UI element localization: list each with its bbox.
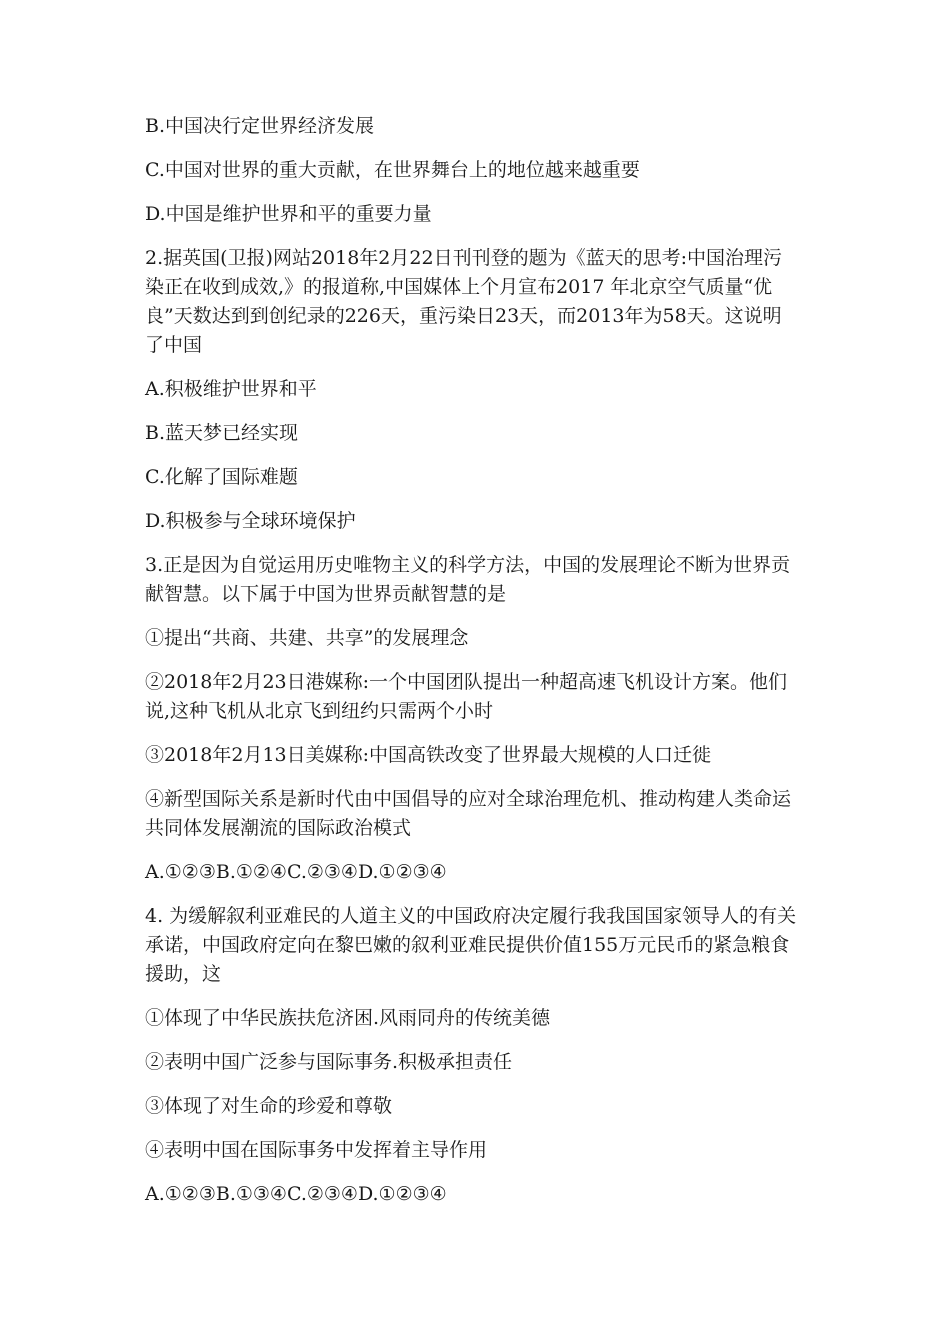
q2-option-c: C.化解了国际难题	[145, 466, 298, 488]
q4-statement-1: ①体现了中华民族扶危济困.风雨同舟的传统美德	[145, 1007, 551, 1029]
q3-stem-line: 3.正是因为自觉运用历史唯物主义的科学方法，中国的发展理论不断为世界贡	[145, 554, 791, 576]
q2-stem-line: 良”天数达到到创纪录的226天，重污染日23天，而2013年为58天。这说明	[145, 305, 782, 327]
q2-stem-line: 2.据英国(卫报)网站2018年2月22日刊刊登的题为《蓝天的思考:中国治理污	[145, 247, 782, 269]
q3-statement-4-line: 共同体发展潮流的国际政治模式	[145, 817, 412, 839]
q3-statement-2-line: 说,这种飞机从北京飞到纽约只需两个小时	[145, 700, 494, 722]
q3-statement-1: ①提出“共商、共建、共享”的发展理念	[145, 627, 469, 649]
q4-statement-2: ②表明中国广泛参与国际事务.积极承担责任	[145, 1051, 513, 1073]
q2-option-b: B.蓝天梦已经实现	[145, 422, 299, 444]
q2-option-a: A.积极维护世界和平	[145, 378, 317, 400]
q4-statement-3: ③体现了对生命的珍爱和尊敬	[145, 1095, 393, 1117]
q3-statement-3: ③2018年2月13日美媒称:中国高铁改变了世界最大规模的人口迁徙	[145, 744, 712, 766]
q4-answer-choices: A.①②③B.①③④C.②③④D.①②③④	[145, 1183, 447, 1205]
q4-stem-line: 4. 为缓解叙利亚难民的人道主义的中国政府决定履行我我国国家领导人的有关	[145, 905, 797, 927]
q1-option-b: B.中国决行定世界经济发展	[145, 115, 375, 137]
q3-stem	[145, 551, 815, 609]
q2-option-d: D.积极参与全球环境保护	[145, 510, 356, 532]
q4-stem-line: 援助，这	[145, 963, 222, 985]
q2-stem-line: 染正在收到成效,》的报道称,中国媒体上个月宣布2017 年北京空气质量“优	[145, 276, 773, 298]
q1-option-c: C.中国对世界的重大贡献，在世界舞台上的地位越来越重要	[145, 159, 640, 181]
q2-stem	[145, 244, 815, 360]
q4-stem	[145, 902, 815, 989]
document-page	[145, 112, 815, 1224]
q3-statement-4	[145, 785, 815, 843]
q4-statement-4: ④表明中国在国际事务中发挥着主导作用	[145, 1139, 488, 1161]
q3-statement-4-line: ④新型国际关系是新时代由中国倡导的应对全球治理危机、推动构建人类命运	[145, 788, 792, 810]
q2-stem-line: 了中国	[145, 334, 203, 356]
q3-answer-choices: A.①②③B.①②④C.②③④D.①②③④	[145, 861, 447, 883]
q1-option-d: D.中国是维护世界和平的重要力量	[145, 203, 432, 225]
q4-stem-line: 承诺，中国政府定向在黎巴嫩的叙利亚难民提供价值155万元民币的紧急粮食	[145, 934, 790, 956]
q3-stem-line: 献智慧。以下属于中国为世界贡献智慧的是	[145, 583, 507, 605]
q3-statement-2-line: ②2018年2月23日港媒称:一个中国团队提出一种超高速飞机设计方案。他们	[145, 671, 788, 693]
q3-statement-2	[145, 668, 815, 726]
